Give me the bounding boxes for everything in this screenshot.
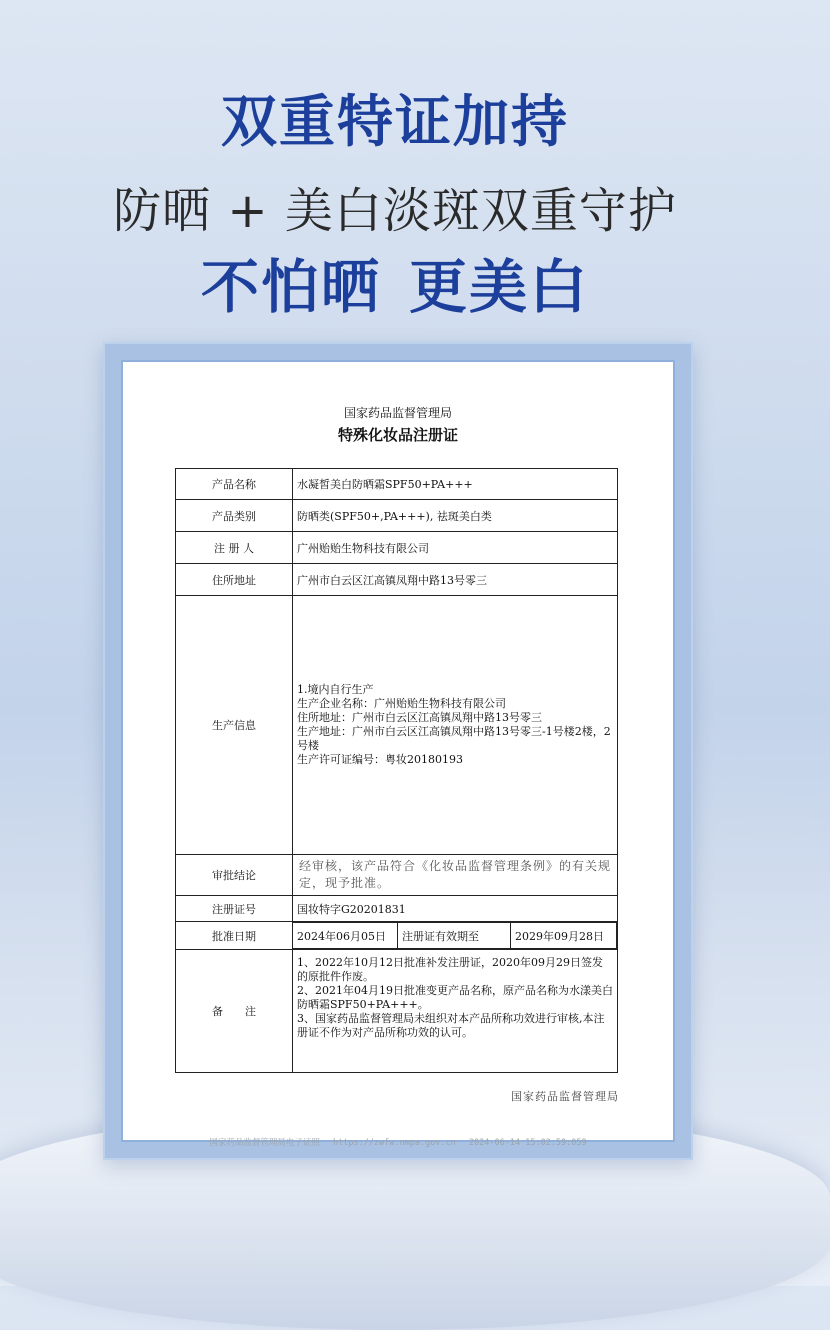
headline-slogan [0, 240, 790, 324]
headline-subtitle: 防晒 + 美白淡斑双重守护 [113, 183, 677, 239]
product-name-value: 水凝皙美白防晒霜SPF50+PA+++ [293, 469, 618, 500]
table-row [176, 469, 618, 500]
approval-cell [293, 922, 618, 950]
certificate-issuer: 国家药品监督管理局 [343, 406, 452, 420]
e-certificate-line [121, 1136, 675, 1148]
table-row [176, 564, 618, 596]
approval-date: 2024年06月05日 [293, 923, 398, 949]
production-line: 生产地址：广州市白云区江高镇凤翔中路13号零三-1号楼2楼，2号楼 [297, 725, 611, 752]
field-label: 住所地址 [176, 564, 293, 596]
field-label: 产品名称 [176, 469, 293, 500]
field-label: 注册证号 [176, 896, 293, 922]
production-line: 生产许可证编号：粤妆20180193 [297, 753, 463, 766]
production-info [293, 596, 618, 855]
remark-line: 2、2021年04月19日批准变更产品名称，原产品名称为水漾美白防晒霜SPF50+PA+++。 [297, 984, 613, 1011]
table-row [176, 855, 618, 896]
registration-number: 国妆特字G20201831 [293, 896, 618, 922]
certificate-frame [103, 342, 693, 1160]
ecert-timestamp: 2024-06-14 15:02:59:059 [468, 1138, 587, 1148]
table-row [176, 896, 618, 922]
address-value: 广州市白云区江高镇凤翔中路13号零三 [293, 564, 618, 596]
conclusion-value: 经审核，该产品符合《化妆品监督管理条例》的有关规定，现予批准。 [293, 855, 618, 896]
field-label: 注 册 人 [176, 532, 293, 564]
table-row [176, 922, 618, 950]
remark-line: 1、2022年10月12日批准补发注册证，2020年09月29日签发的原批件作废。 [297, 956, 603, 983]
remarks-value [293, 950, 618, 1073]
production-line: 1.境内自行生产 [297, 683, 374, 696]
field-label: 备 注 [176, 950, 293, 1073]
remark-line: 3、国家药品监督管理局未组织对本产品所称功效进行审核,本注册证不作为对产品所称功效的认可。 [297, 1012, 605, 1039]
ecert-label: 国家药品监督管理局电子证照 [209, 1138, 320, 1148]
certificate-paper [121, 360, 675, 1148]
production-line: 生产企业名称：广州贻贻生物科技有限公司 [297, 697, 506, 710]
certificate-title: 特殊化妆品注册证 [337, 426, 458, 444]
slogan-part-1: 不怕晒 [200, 253, 381, 321]
production-line: 住所地址：广州市白云区江高镇凤翔中路13号零三 [297, 711, 542, 724]
registrant-value: 广州贻贻生物科技有限公司 [293, 532, 618, 564]
headline-title: 双重特证加持 [221, 90, 569, 155]
ecert-url[interactable]: https://zwfw.nmpa.gov.cn [332, 1138, 456, 1148]
field-label: 生产信息 [176, 596, 293, 855]
field-label: 审批结论 [176, 855, 293, 896]
field-label: 产品类别 [176, 500, 293, 532]
field-label: 批准日期 [176, 922, 293, 950]
slogan-part-2: 更美白 [409, 253, 590, 321]
table-row [176, 500, 618, 532]
approval-subtable [293, 922, 617, 949]
table-row [176, 532, 618, 564]
validity-date: 2029年09月28日 [511, 923, 617, 949]
category-value: 防晒类(SPF50+,PA+++), 祛斑美白类 [293, 500, 618, 532]
footer-issuer: 国家药品监督管理局 [511, 1090, 619, 1103]
certificate-table [175, 468, 618, 1073]
validity-label: 注册证有效期至 [398, 923, 511, 949]
table-row [176, 596, 618, 855]
table-row [176, 950, 618, 1073]
